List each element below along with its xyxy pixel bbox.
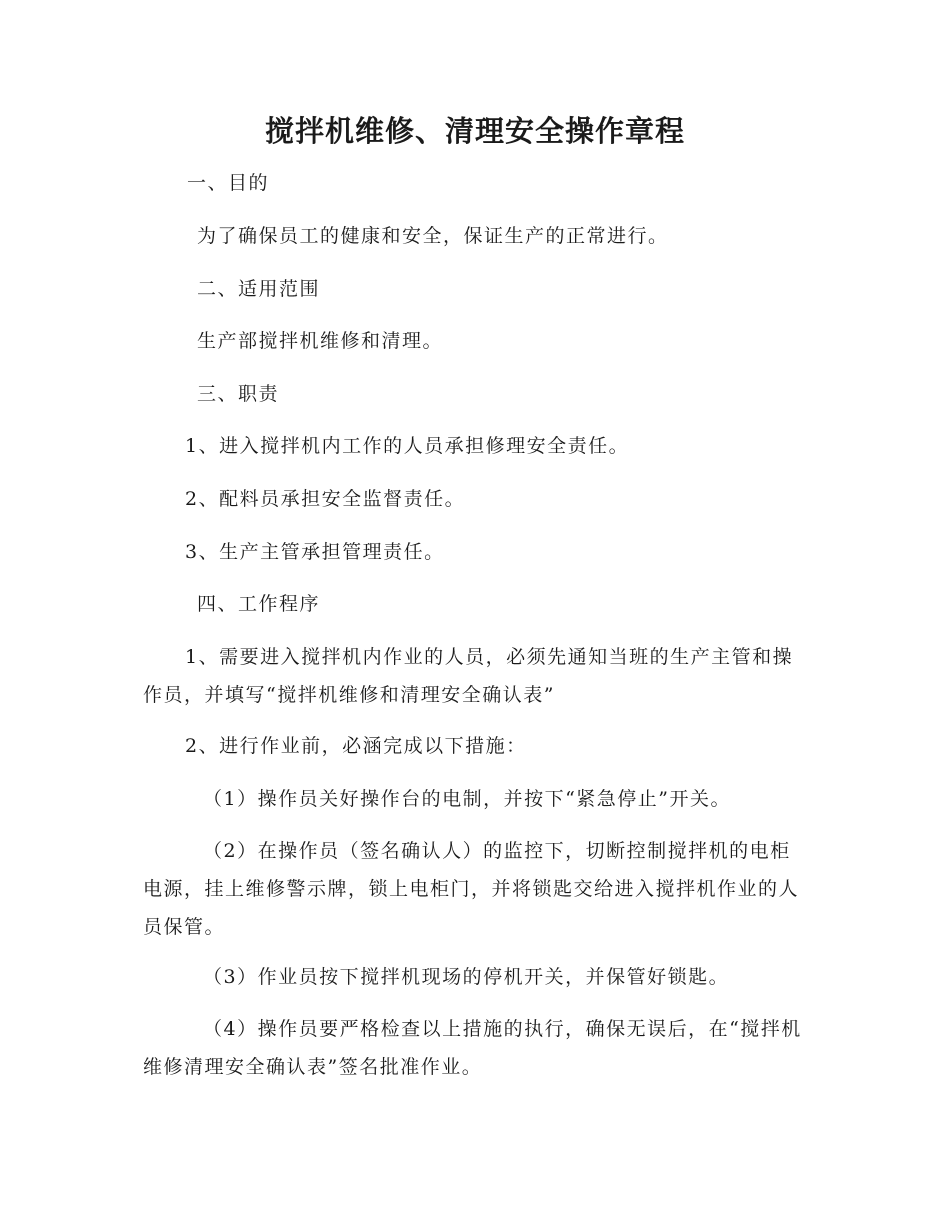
- section-heading-procedure: 四、工作程序: [197, 593, 321, 615]
- scope-text: 生产部搅拌机维修和清理。: [197, 330, 444, 352]
- document-title: 搅拌机维修、清理安全操作章程: [264, 114, 685, 148]
- duty-item-2: 2、配料员承担安全监督责任。: [185, 488, 466, 510]
- measure-item-3: （3）作业员按下搅拌机现场的停机开关，并保管好锁匙。: [203, 966, 730, 988]
- duty-item-1: 1、进入搅拌机内工作的人员承担修理安全责任。: [185, 435, 630, 457]
- section-heading-purpose: 一、目的: [187, 172, 270, 194]
- measure-item-2: （2）在操作员（签名确认人）的监控下，切断控制搅拌机的电柜电源，挂上维修警示牌，锁上电柜门，并将锁匙交给进入搅拌机作业的人员保管。: [143, 840, 800, 938]
- duty-item-3: 3、生产主管承担管理责任。: [185, 541, 445, 563]
- procedure-item-2: 2、进行作业前，必涵完成以下措施：: [185, 735, 527, 757]
- measure-item-4: （4）操作员要严格检查以上措施的执行，确保无误后，在“搅拌机维修清理安全确认表”签名批准作业。: [143, 1018, 802, 1078]
- procedure-item-1: 1、需要进入搅拌机内作业的人员，必须先通知当班的生产主管和操作员，并填写“搅拌机维修和清理安全确认表”: [143, 646, 794, 706]
- purpose-text: 为了确保员工的健康和安全，保证生产的正常进行。: [197, 225, 669, 247]
- section-heading-duties: 三、职责: [197, 383, 280, 405]
- measure-item-1: （1）操作员关好操作台的电制，并按下“紧急停止”开关。: [203, 788, 732, 810]
- section-heading-scope: 二、适用范围: [197, 278, 321, 300]
